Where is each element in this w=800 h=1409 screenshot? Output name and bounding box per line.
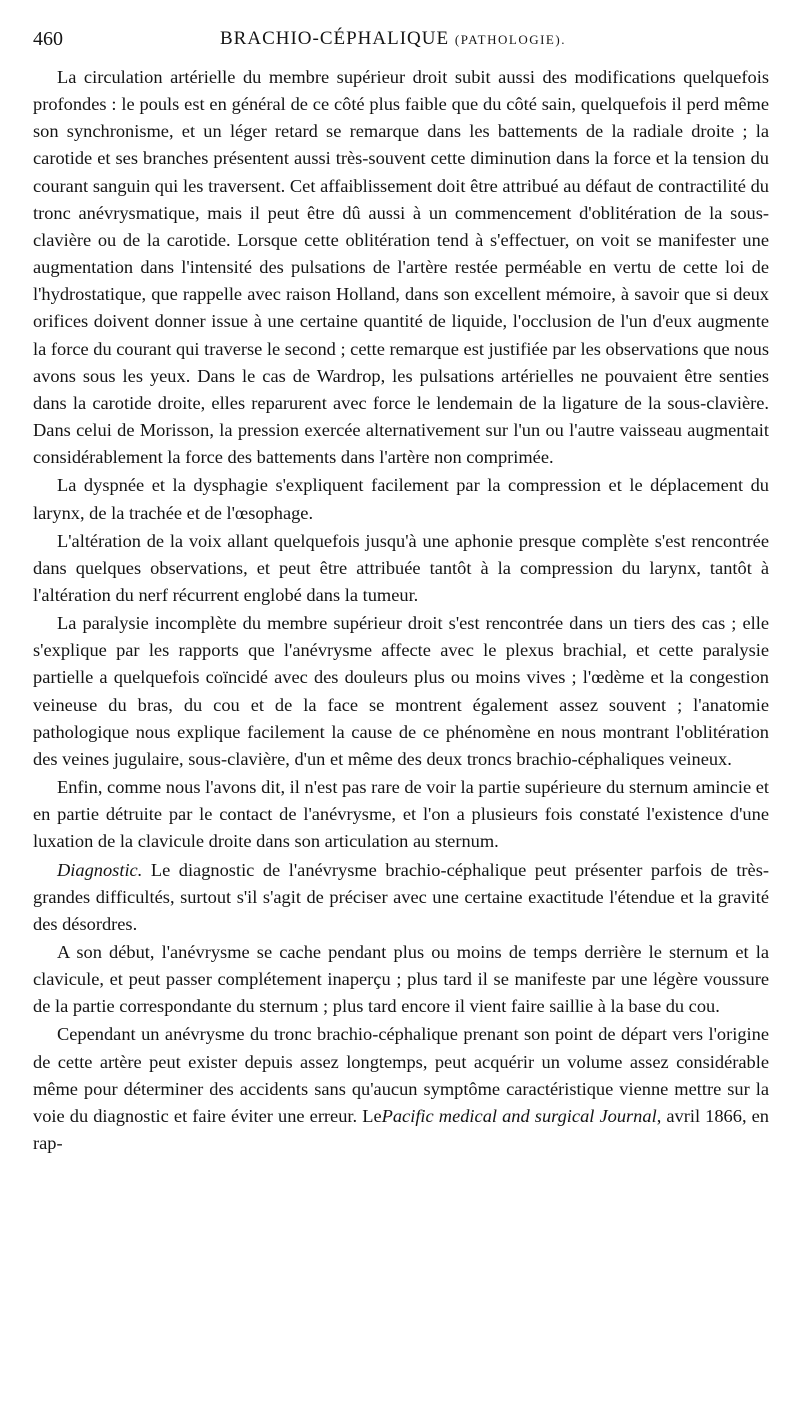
running-title-text: BRACHIO-CÉPHALIQUE	[220, 28, 450, 49]
paragraph-last	[33, 1021, 769, 1157]
paragraph-text: Le diagnostic de l'anévrysme brachio-céphalique peut présenter parfois de très-grandes difficultés, surtout s'il s'agit de préciser avec une certaine exactitude l'étendue et la gravité des désordres.	[33, 859, 770, 934]
running-title	[220, 28, 566, 50]
body-text	[33, 64, 769, 1157]
paragraph-text: Cependant un anévrysme du tronc brachio-céphalique prenant son point de départ vers l'origine de cette artère peut exister depuis assez longtemps, peut acquérir un volume assez considérable même pour déterminer des accidents sans qu'aucun symptôme caractéristique vienne mettre sur la voie du diagnostic et faire éviter une erreur. Le	[33, 1024, 769, 1126]
paragraph: Enfin, comme nous l'avons dit, il n'est pas rare de voir la partie supérieure du sternum amincie et en partie détruite par le contact de l'anévrysme, et l'on a plusieurs fois constaté l'existence d'une luxation de la clavicule droite dans son articulation au sternum.	[33, 777, 769, 852]
paragraph: La dyspnée et la dysphagie s'expliquent facilement par la compression et le déplacement du larynx, de la trachée et de l'œsophage.	[33, 475, 769, 523]
page-number: 460	[33, 28, 63, 50]
paragraph: L'altération de la voix allant quelquefois jusqu'à une aphonie presque complète s'est rencontrée dans quelques observations, et peut être attribuée tantôt à la compression du larynx, tantôt à l'altération du nerf récurrent englobé dans la tumeur.	[33, 530, 769, 605]
paragraph: A son début, l'anévrysme se cache pendant plus ou moins de temps derrière le sternum et la clavicule, et peut passer complétement inaperçu ; plus tard il se manifeste par une légère voussure de la partie correspondante du sternum ; plus tard encore il vient faire saillie à la base du cou.	[33, 942, 769, 1017]
running-head	[33, 24, 769, 64]
running-title-section: (PATHOLOGIE).	[454, 32, 566, 47]
paragraph-diagnostic	[33, 857, 769, 938]
journal-title: Pacific medical and surgical Journal	[381, 1105, 657, 1126]
paragraph: La paralysie incomplète du membre supérieur droit s'est rencontrée dans un tiers des cas ; elle s'explique par les rapports que l'anévrysme affecte avec le plexus brachial, et cette paralysie partielle a quelquefois coïncidé avec des douleurs plus ou moins vives ; l'œdème et la congestion veineuse du bras, du cou et de la face se montrent également assez souvent ; l'anatomie pathologique nous explique facilement la cause de ce phénomène en nous montrant l'oblitération des veines jugulaire, sous-clavière, d'un et même des deux troncs brachio-céphaliques veineux.	[33, 613, 769, 769]
paragraph-tail: , avril 1866, en rap-	[33, 1105, 769, 1154]
section-lead-diagnostic: Diagnostic.	[57, 859, 143, 880]
paragraph: La circulation artérielle du membre supérieur droit subit aussi des modifications quelquefois profondes : le pouls est en général de ce côté plus faible que du côté sain, quelquefois il perd même son synchronisme, et un léger retard se remarque dans les battements de la radiale droite ; la carotide et ses branches présentent aussi très-souvent cette diminution dans la force et la tension du courant sanguin qui les traversent. Cet affaiblissement doit être attribué au défaut de contractilité du tronc anévrysmatique, mais il peut être dû aussi à un commencement d'oblitération de la sous-clavière ou de la carotide. Lorsque cette oblitération tend à s'effectuer, on voit se manifester une augmentation dans l'intensité des pulsations de l'artère restée perméable en vertu de cette loi de l'hydrostatique, que rappelle avec raison Holland, dans son excellent mémoire, à savoir que si deux orifices doivent donner issue à une certaine quantité de liquide, l'occlusion de l'un d'eux augmente la force du courant qui traverse le second ; cette remarque est justifiée par les observations que nous avons sous les yeux. Dans le cas de Wardrop, les pulsations artérielles ne pouvaient être senties dans la carotide droite, elles reparurent avec force le lendemain de la ligature de la sous-clavière. Dans celui de Morisson, la pression exercée alternativement sur l'un ou l'autre vaisseau augmentait considérablement la force des battements dans l'artère non comprimée.	[33, 67, 769, 468]
